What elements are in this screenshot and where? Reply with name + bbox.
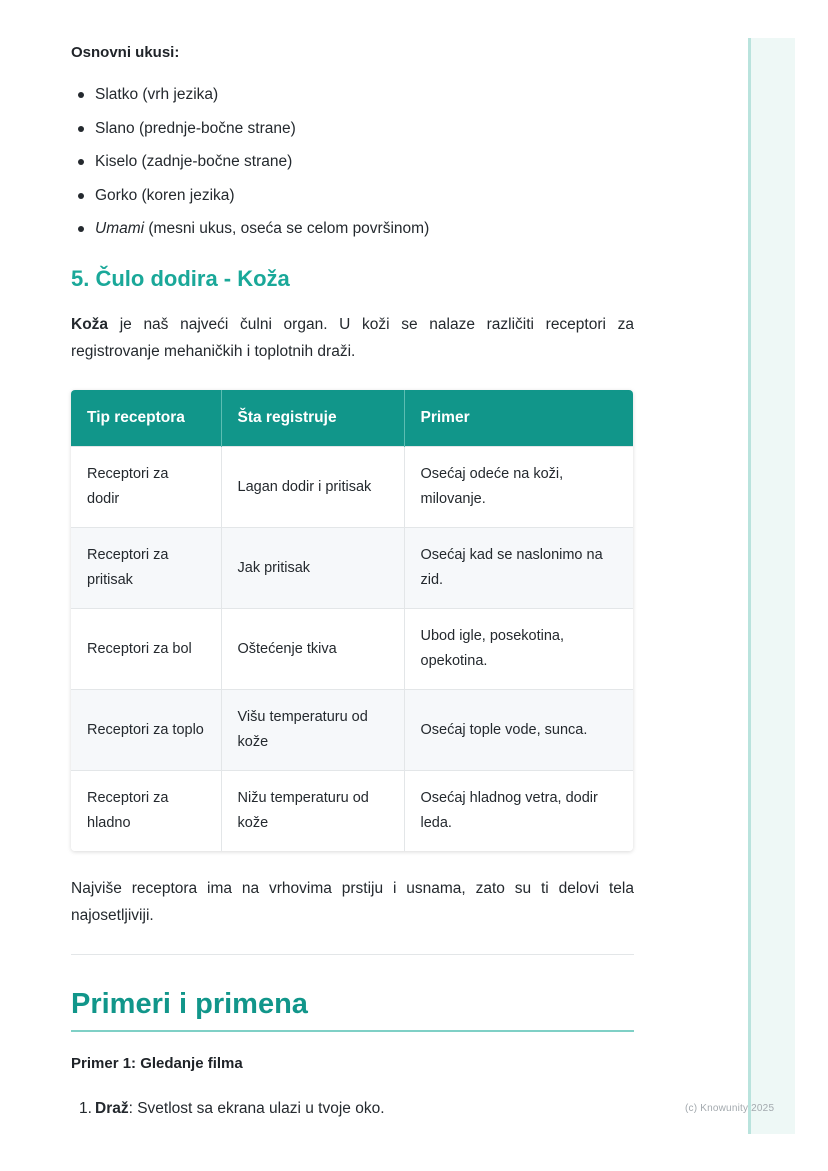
examples-title: Primeri i primena [71,988,634,1032]
table-cell: Receptori za toplo [71,690,221,771]
table-cell: Osećaj tople vode, sunca. [404,690,633,771]
column-header: Tip receptora [71,390,221,447]
table-cell: Oštećenje tkiva [221,609,404,690]
table-cell: Lagan dodir i pritisak [221,447,404,528]
copyright-footer: (c) Knowunity 2025 [685,1103,775,1114]
list-item: Slatko (vrh jezika) [71,84,429,118]
section-title-skin: 5. Čulo dodira - Koža [71,266,290,291]
table-cell: Nižu temperaturu od kože [221,771,404,852]
table-row [71,447,633,528]
column-header: Primer [404,390,633,447]
list-item: Gorko (koren jezika) [71,185,429,219]
column-header: Šta registruje [221,390,404,447]
receptor-table [71,390,633,851]
table-cell: Receptori za dodir [71,447,221,528]
example-1-title: Primer 1: Gledanje filma [71,1055,243,1072]
list-item: 1. Draž: Svetlost sa ekrana ulazi u tvoje oko. [79,1100,385,1117]
basic-tastes-heading: Osnovni ukusi: [71,44,180,61]
table-header-row [71,390,633,447]
table-cell: Jak pritisak [221,528,404,609]
table-cell: Osećaj odeće na koži, milovanje. [404,447,633,528]
table-cell: Osećaj hladnog vetra, dodir leda. [404,771,633,852]
skin-outro-paragraph: Najviše receptora ima na vrhovima prstiju i usnama, zato su ti delovi tela najosetljiviji. [71,880,634,924]
example-1-steps [71,1098,385,1120]
list-item: Slano (prednje-bočne strane) [71,118,429,152]
table-cell: Receptori za bol [71,609,221,690]
table-cell: Receptori za hladno [71,771,221,852]
page-side-strip [748,38,795,1134]
table-row [71,528,633,609]
section-divider [71,954,634,955]
table-row [71,771,633,852]
list-item: Umami (mesni ukus, oseća se celom površinom) [71,218,429,252]
table-row [71,690,633,771]
table-cell: Receptori za pritisak [71,528,221,609]
table-row [71,609,633,690]
table-cell: Višu temperaturu od kože [221,690,404,771]
basic-tastes-list [71,84,429,252]
skin-intro-paragraph: Koža je naš najveći čulni organ. U koži se nalaze različiti receptori za registrovanje mehaničkih i toplotnih draži. [71,316,634,360]
table-cell: Ubod igle, posekotina, opekotina. [404,609,633,690]
table-cell: Osećaj kad se naslonimo na zid. [404,528,633,609]
list-item: Kiselo (zadnje-bočne strane) [71,151,429,185]
